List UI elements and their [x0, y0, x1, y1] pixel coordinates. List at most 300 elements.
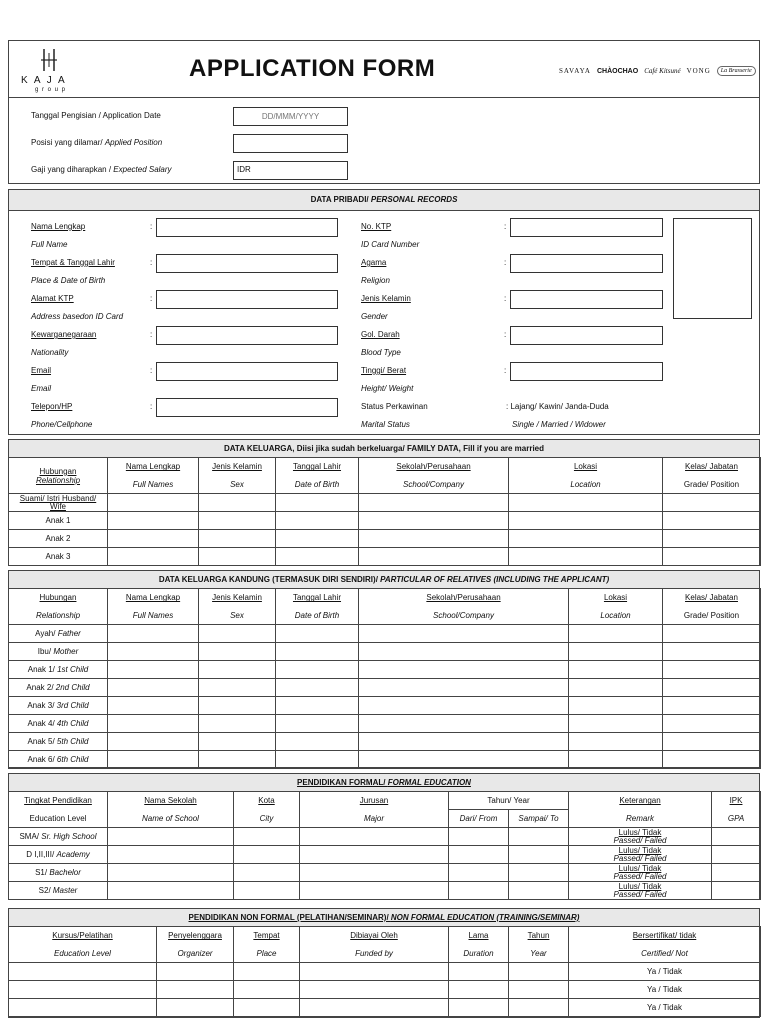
formal-header-major: Jurusan: [300, 792, 449, 810]
table-cell[interactable]: [663, 494, 761, 512]
formal-sub-major: Major: [300, 810, 449, 828]
table-cell[interactable]: [449, 981, 509, 999]
table-cell[interactable]: [108, 697, 199, 715]
table-row: [9, 643, 761, 661]
kaja-logo-sub: g r o u p: [35, 87, 67, 93]
relatives-sub-grade: Grade/ Position: [663, 607, 761, 625]
table-cell[interactable]: [199, 679, 276, 697]
family-header-sex: Jenis Kelamin: [199, 458, 276, 476]
table-cell[interactable]: [449, 963, 509, 981]
applied-position-input[interactable]: [233, 134, 348, 153]
table-cell[interactable]: [449, 846, 509, 864]
photo-box[interactable]: [673, 218, 752, 319]
table-cell[interactable]: [509, 882, 569, 900]
table-cell[interactable]: [509, 846, 569, 864]
full-name-sub: Full Name: [31, 240, 68, 249]
formal-header-gpa: IPK: [712, 792, 761, 810]
relatives-box: [8, 570, 760, 768]
id-card-sub: ID Card Number: [361, 240, 420, 249]
colon: :: [504, 366, 507, 375]
relatives-row-label-en: 1st Child: [57, 665, 89, 674]
formal-row-label-en: Academy: [56, 850, 90, 859]
table-cell[interactable]: [449, 882, 509, 900]
brand-cafe-kitsune: Café Kitsuné: [644, 67, 681, 75]
table-cell[interactable]: [359, 751, 569, 769]
table-cell[interactable]: [300, 981, 449, 999]
gender-input[interactable]: [510, 290, 663, 309]
table-cell[interactable]: [234, 846, 300, 864]
nonformal-sub-course: Education Level: [9, 945, 157, 963]
formal-education-table: [8, 791, 761, 900]
gender-label: Jenis Kelamin: [361, 294, 411, 303]
table-cell[interactable]: [569, 679, 663, 697]
page-title: APPLICATION FORM: [189, 55, 436, 82]
table-cell[interactable]: [108, 661, 199, 679]
relatives-row-label-en: 4th Child: [56, 719, 89, 728]
table-cell[interactable]: [509, 530, 663, 548]
id-card-label: No. KTP: [361, 222, 392, 231]
brand-savaya: SAVAYA: [559, 67, 591, 75]
table-cell[interactable]: [359, 661, 569, 679]
height-weight-input[interactable]: [510, 362, 663, 381]
nonformal-header-organizer: Penyelenggara: [157, 927, 234, 945]
table-cell[interactable]: [199, 715, 276, 733]
relatives-sub-school: School/Company: [359, 607, 569, 625]
table-cell[interactable]: [569, 625, 663, 643]
formal-education-box: [8, 773, 760, 900]
table-cell[interactable]: [569, 751, 663, 769]
nonformal-sub-year: Year: [509, 945, 569, 963]
table-row: [9, 697, 761, 715]
table-cell[interactable]: [276, 643, 359, 661]
formal-remark-id: Lulus/ Tidak: [618, 827, 662, 837]
blood-type-label: Gol. Darah: [361, 330, 400, 339]
brand-logos: [559, 63, 754, 79]
table-cell[interactable]: [300, 963, 449, 981]
table-cell[interactable]: [449, 864, 509, 882]
expected-salary-label-en: Expected Salary: [113, 165, 172, 174]
table-cell[interactable]: [509, 864, 569, 882]
nonformal-header-funded: Dibiayai Oleh: [300, 927, 449, 945]
table-cell[interactable]: [234, 882, 300, 900]
colon: :: [504, 258, 507, 267]
table-cell[interactable]: [569, 697, 663, 715]
religion-sub: Religion: [361, 276, 390, 285]
table-cell[interactable]: [9, 981, 157, 999]
table-cell[interactable]: [663, 548, 761, 566]
relatives-sub-dob: Date of Birth: [276, 607, 359, 625]
table-cell[interactable]: [108, 643, 199, 661]
applied-position-label-id: Posisi yang dilamar/: [31, 138, 105, 147]
relatives-header-location: Lokasi: [569, 589, 663, 607]
table-cell[interactable]: [300, 999, 449, 1017]
table-row: [9, 679, 761, 697]
relatives-row-label-en: Father: [57, 629, 81, 638]
family-header-location: Lokasi: [509, 458, 663, 476]
table-row: [9, 715, 761, 733]
table-cell[interactable]: [359, 494, 509, 512]
table-cell[interactable]: [234, 981, 300, 999]
nonformal-header-duration: Lama: [449, 927, 509, 945]
table-cell[interactable]: [234, 999, 300, 1017]
relatives-row-label-en: 5th Child: [56, 737, 89, 746]
formal-header-city: Kota: [234, 792, 300, 810]
table-cell[interactable]: [157, 963, 234, 981]
formal-remark-en: Passed/ Failed: [613, 853, 667, 863]
table-cell[interactable]: [276, 548, 359, 566]
nationality-label: Kewarganegaraan: [31, 330, 97, 339]
family-data-table: [8, 457, 761, 566]
formal-row-label: [9, 882, 108, 900]
nonformal-certified-cell[interactable]: Ya / Tidak: [569, 981, 761, 999]
table-cell[interactable]: [234, 828, 300, 846]
table-cell[interactable]: [359, 697, 569, 715]
table-row: [9, 963, 761, 981]
colon: :: [150, 294, 153, 303]
relatives-heading-en: PARTICULAR OF RELATIVES (INCLUDING THE APPLICANT): [380, 575, 610, 584]
phone-sub: Phone/Cellphone: [31, 420, 93, 429]
table-cell[interactable]: [157, 981, 234, 999]
marital-status-label: Status Perkawinan: [361, 402, 428, 411]
table-cell[interactable]: [359, 643, 569, 661]
relatives-row-label: [9, 661, 108, 679]
formal-sub-from: Dari/ From: [449, 810, 509, 828]
relatives-row-label-en: 6th Child: [56, 755, 89, 764]
formal-remark-en: Passed/ Failed: [613, 889, 667, 899]
table-cell[interactable]: [108, 679, 199, 697]
formal-row-label-en: Sr. High School: [41, 832, 97, 841]
table-cell[interactable]: [509, 828, 569, 846]
formal-remark-cell[interactable]: [569, 864, 712, 882]
table-cell[interactable]: [276, 733, 359, 751]
family-header-relationship-en: Relationship: [35, 475, 81, 485]
formal-education-heading: [9, 774, 759, 792]
formal-heading-en: FORMAL EDUCATION: [387, 778, 471, 787]
table-cell[interactable]: [300, 846, 449, 864]
height-sub: Height/: [361, 384, 389, 393]
address-input[interactable]: [156, 290, 338, 309]
expected-salary-label-id: Gaji yang diharapkan /: [31, 165, 114, 174]
marital-options-en: Single / Married / Widower: [512, 420, 606, 429]
relatives-row-label: [9, 751, 108, 769]
table-cell[interactable]: [276, 679, 359, 697]
full-name-input[interactable]: [156, 218, 338, 237]
table-cell[interactable]: [509, 981, 569, 999]
relatives-row-label: [9, 715, 108, 733]
kaja-logo: [19, 47, 79, 95]
formal-row-label-id: S2/: [38, 886, 53, 895]
colon: :: [504, 330, 507, 339]
table-cell[interactable]: [663, 679, 761, 697]
id-card-input[interactable]: [510, 218, 663, 237]
email-label: Email: [31, 366, 52, 375]
nonformal-sub-certified: Certified/ Not: [569, 945, 761, 963]
relatives-row-label: [9, 697, 108, 715]
table-cell[interactable]: [712, 864, 761, 882]
table-cell[interactable]: [359, 530, 509, 548]
table-row: [9, 846, 761, 864]
relatives-header-grade: Kelas/ Jabatan: [663, 589, 761, 607]
relatives-row-label: [9, 679, 108, 697]
marital-options-id: Lajang/ Kawin/ Janda-Duda: [510, 402, 609, 411]
table-cell[interactable]: [199, 697, 276, 715]
table-cell[interactable]: [199, 625, 276, 643]
colon: :: [506, 402, 509, 411]
table-cell[interactable]: [199, 751, 276, 769]
relatives-row-label: [9, 733, 108, 751]
formal-remark-cell[interactable]: [569, 882, 712, 900]
address-sub: Address basedon ID Card: [31, 312, 124, 321]
relatives-row-label-id: Anak 6/: [27, 755, 57, 764]
table-cell[interactable]: [663, 530, 761, 548]
formal-row-label: [9, 864, 108, 882]
personal-records-heading: [9, 190, 759, 211]
personal-heading-en: PERSONAL RECORDS: [370, 195, 458, 204]
table-cell[interactable]: [108, 846, 234, 864]
family-header-dob: Tanggal Lahir: [276, 458, 359, 476]
table-row: [9, 661, 761, 679]
kaja-logo-letters: K A J A: [21, 75, 67, 86]
table-row: [9, 981, 761, 999]
formal-row-label: [9, 828, 108, 846]
table-cell[interactable]: [359, 548, 509, 566]
brand-chaochao: CHÀOCHAO: [596, 67, 639, 75]
relatives-row-label-id: Anak 2/: [26, 683, 56, 692]
birth-place-date-input[interactable]: [156, 254, 338, 273]
blood-type-input[interactable]: [510, 326, 663, 345]
table-row: [9, 625, 761, 643]
table-cell[interactable]: [509, 548, 663, 566]
family-header-grade: Kelas/ Jabatan: [663, 458, 761, 476]
table-cell[interactable]: [449, 828, 509, 846]
phone-label: Telepon/HP: [31, 402, 73, 411]
kaja-logo-mark-icon: [39, 47, 59, 73]
table-cell[interactable]: [663, 643, 761, 661]
address-label: Alamat KTP: [31, 294, 74, 303]
relatives-sub-relationship: Relationship: [9, 607, 108, 625]
formal-sub-to: Sampai/ To: [509, 810, 569, 828]
table-cell[interactable]: [108, 715, 199, 733]
application-date-input[interactable]: [233, 107, 348, 126]
table-cell[interactable]: [359, 625, 569, 643]
relatives-table: [8, 588, 761, 769]
table-cell[interactable]: [569, 643, 663, 661]
birth-place-date-label: Tempat & Tanggal Lahir: [31, 258, 115, 267]
nationality-input[interactable]: [156, 326, 338, 345]
formal-row-label-en: Master: [52, 886, 78, 895]
relatives-header-sex: Jenis Kelamin: [199, 589, 276, 607]
formal-row-label-id: SMA/: [19, 832, 42, 841]
formal-header-school: Nama Sekolah: [108, 792, 234, 810]
family-sub-dob: Date of Birth: [276, 476, 359, 494]
table-row: [9, 512, 761, 530]
family-header-name: Nama Lengkap: [108, 458, 199, 476]
colon: :: [150, 330, 153, 339]
relatives-heading: [9, 571, 759, 589]
application-box: [8, 97, 760, 184]
formal-remark-id: Lulus/ Tidak: [618, 881, 662, 891]
table-cell[interactable]: [199, 530, 276, 548]
family-row-label: Anak 2: [9, 530, 108, 548]
email-sub: Email: [31, 384, 52, 393]
table-cell[interactable]: [276, 625, 359, 643]
table-cell[interactable]: [276, 494, 359, 512]
table-cell[interactable]: [663, 751, 761, 769]
formal-sub-city: City: [234, 810, 300, 828]
family-sub-sex: Sex: [199, 476, 276, 494]
table-cell[interactable]: [712, 882, 761, 900]
table-cell[interactable]: [199, 643, 276, 661]
table-cell[interactable]: [509, 963, 569, 981]
formal-sub-remark: Remark: [569, 810, 712, 828]
personal-heading-id: DATA PRIBADI/: [310, 195, 371, 204]
table-row: [9, 494, 761, 512]
email-input[interactable]: [156, 362, 338, 381]
table-cell[interactable]: [569, 715, 663, 733]
table-cell[interactable]: [663, 661, 761, 679]
table-cell[interactable]: [108, 512, 199, 530]
table-cell[interactable]: [300, 828, 449, 846]
religion-input[interactable]: [510, 254, 663, 273]
formal-header-year: Tahun/ Year: [449, 792, 569, 810]
family-sub-location: Location: [509, 476, 663, 494]
formal-remark-cell[interactable]: [569, 828, 712, 846]
table-cell[interactable]: [108, 882, 234, 900]
table-cell[interactable]: [108, 751, 199, 769]
family-sub-school: School/Company: [359, 476, 509, 494]
nonformal-education-box: [8, 908, 760, 1018]
table-row: [9, 882, 761, 900]
table-row: [9, 999, 761, 1017]
formal-header-level: Tingkat Pendidikan: [9, 792, 108, 810]
formal-remark-en: Passed/ Failed: [613, 871, 667, 881]
application-date-label: Tanggal Pengisian / Application Date: [31, 111, 161, 120]
table-cell[interactable]: [359, 512, 509, 530]
table-cell[interactable]: [663, 733, 761, 751]
nonformal-header-year: Tahun: [509, 927, 569, 945]
weight-sub: Weight: [388, 384, 414, 393]
table-cell[interactable]: [569, 733, 663, 751]
table-cell[interactable]: [300, 882, 449, 900]
formal-remark-cell[interactable]: [569, 846, 712, 864]
blood-type-sub: Blood Type: [361, 348, 401, 357]
table-cell[interactable]: [276, 661, 359, 679]
table-cell[interactable]: [199, 733, 276, 751]
full-name-label: Nama Lengkap: [31, 222, 86, 231]
table-cell[interactable]: [199, 512, 276, 530]
nonformal-sub-organizer: Organizer: [157, 945, 234, 963]
table-row: [9, 864, 761, 882]
table-cell[interactable]: [712, 828, 761, 846]
table-cell[interactable]: [9, 999, 157, 1017]
table-cell[interactable]: [108, 733, 199, 751]
table-cell[interactable]: [276, 512, 359, 530]
table-cell[interactable]: [663, 512, 761, 530]
table-cell[interactable]: [108, 530, 199, 548]
colon: :: [504, 294, 507, 303]
table-cell[interactable]: [712, 846, 761, 864]
table-cell[interactable]: [300, 864, 449, 882]
nonformal-sub-duration: Duration: [449, 945, 509, 963]
relatives-row-label-id: Anak 4/: [27, 719, 57, 728]
table-cell[interactable]: [108, 494, 199, 512]
formal-heading-id: PENDIDIKAN FORMAL/: [297, 778, 388, 787]
table-cell[interactable]: [234, 963, 300, 981]
birth-place-date-sub: Place & Date of Birth: [31, 276, 106, 285]
colon: :: [150, 258, 153, 267]
table-cell[interactable]: [9, 963, 157, 981]
table-cell[interactable]: [108, 625, 199, 643]
table-cell[interactable]: [199, 548, 276, 566]
formal-sub-school: Name of School: [108, 810, 234, 828]
nonformal-sub-funded: Funded by: [300, 945, 449, 963]
family-header-relationship-id: Hubungan: [39, 466, 77, 476]
gender-sub: Gender: [361, 312, 388, 321]
table-row: [9, 548, 761, 566]
relatives-row-label-id: Ibu/: [37, 647, 54, 656]
table-cell[interactable]: [157, 999, 234, 1017]
relatives-row-label: [9, 625, 108, 643]
formal-sub-level: Education Level: [9, 810, 108, 828]
table-cell[interactable]: [199, 494, 276, 512]
colon: :: [150, 402, 153, 411]
family-header-relationship: [9, 458, 108, 494]
table-cell[interactable]: [663, 625, 761, 643]
table-cell[interactable]: [569, 661, 663, 679]
table-cell[interactable]: [509, 494, 663, 512]
table-cell[interactable]: [359, 733, 569, 751]
table-cell[interactable]: [449, 999, 509, 1017]
family-data-box: [8, 439, 760, 566]
nonformal-certified-cell[interactable]: Ya / Tidak: [569, 963, 761, 981]
phone-input[interactable]: [156, 398, 338, 417]
table-cell[interactable]: [276, 697, 359, 715]
relatives-row-label-id: Anak 3/: [27, 701, 57, 710]
table-cell[interactable]: [276, 530, 359, 548]
nationality-sub: Nationality: [31, 348, 69, 357]
family-row-label: Anak 3: [9, 548, 108, 566]
table-cell[interactable]: [276, 715, 359, 733]
marital-status-options[interactable]: [506, 402, 609, 411]
table-cell[interactable]: [663, 697, 761, 715]
formal-row-label-id: S1/: [35, 868, 50, 877]
formal-row-label-en: Bachelor: [49, 868, 81, 877]
relatives-sub-location: Location: [569, 607, 663, 625]
expected-salary-input[interactable]: [233, 161, 348, 180]
table-cell[interactable]: [359, 715, 569, 733]
formal-header-remark: Keterangan: [569, 792, 712, 810]
expected-salary-prefix: IDR: [237, 165, 251, 174]
table-cell[interactable]: [108, 864, 234, 882]
table-cell[interactable]: [359, 679, 569, 697]
table-cell[interactable]: [663, 715, 761, 733]
table-cell[interactable]: [509, 512, 663, 530]
nonformal-header-place: Tempat: [234, 927, 300, 945]
table-cell[interactable]: [509, 999, 569, 1017]
table-cell[interactable]: [234, 864, 300, 882]
table-cell[interactable]: [199, 661, 276, 679]
nonformal-header-course: Kursus/Pelatihan: [9, 927, 157, 945]
relatives-header-name: Nama Lengkap: [108, 589, 199, 607]
formal-remark-id: Lulus/ Tidak: [618, 863, 662, 873]
family-sub-grade: Grade/ Position: [663, 476, 761, 494]
table-cell[interactable]: [276, 751, 359, 769]
family-row-label: Suami/ Istri Husband/ Wife: [9, 494, 108, 512]
table-cell[interactable]: [108, 828, 234, 846]
religion-label: Agama: [361, 258, 387, 267]
nonformal-certified-cell[interactable]: Ya / Tidak: [569, 999, 761, 1017]
table-cell[interactable]: [108, 548, 199, 566]
